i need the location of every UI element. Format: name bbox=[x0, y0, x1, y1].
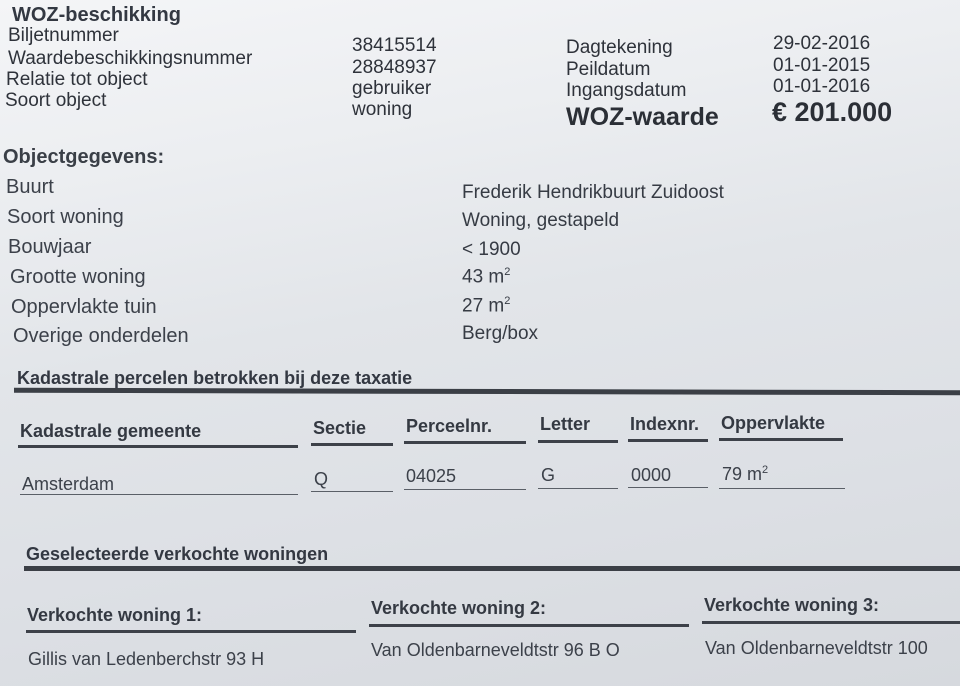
cell-indexnr: 0000 bbox=[631, 465, 672, 485]
object-value-overige: Berg/box bbox=[462, 323, 539, 344]
col-letter: Letter bbox=[540, 414, 591, 434]
kadaster-divider bbox=[14, 388, 960, 395]
object-label-soort-woning: Soort woning bbox=[7, 206, 124, 228]
label-relatie: Relatie tot object bbox=[6, 69, 148, 90]
col-underline-perceelnr bbox=[404, 441, 526, 444]
woz-waarde-label: WOZ-waarde bbox=[566, 103, 719, 131]
object-value-bouwjaar: < 1900 bbox=[462, 239, 521, 260]
col-underline-sectie bbox=[311, 443, 393, 446]
object-label-bouwjaar: Bouwjaar bbox=[8, 236, 92, 258]
value-relatie: gebruiker bbox=[352, 78, 432, 99]
label-dagtekening: Dagtekening bbox=[566, 37, 673, 58]
col-kadastrale-gemeente: Kadastrale gemeente bbox=[20, 421, 202, 441]
sold-heading: Geselecteerde verkochte woningen bbox=[26, 544, 329, 564]
value-waardebeschikkingsnummer: 28848937 bbox=[352, 57, 437, 78]
label-waardebeschikkingsnummer: Waardebeschikkingsnummer bbox=[8, 48, 253, 69]
cell-underline-sectie bbox=[311, 491, 393, 492]
label-ingangsdatum: Ingangsdatum bbox=[566, 80, 687, 101]
sold-underline-3 bbox=[702, 621, 960, 624]
kadaster-heading: Kadastrale percelen betrokken bij deze taxatie bbox=[17, 368, 413, 388]
col-perceelnr: Perceelnr. bbox=[406, 416, 493, 436]
woz-waarde-value: € 201.000 bbox=[772, 97, 893, 127]
cell-underline-perceelnr bbox=[404, 489, 526, 490]
col-underline-gemeente bbox=[18, 445, 298, 448]
col-indexnr: Indexnr. bbox=[630, 414, 700, 434]
object-label-grootte: Grootte woning bbox=[10, 266, 146, 288]
object-label-tuin: Oppervlakte tuin bbox=[11, 296, 157, 318]
sold-underline-2 bbox=[369, 624, 689, 627]
label-biljetnummer: Biljetnummer bbox=[8, 25, 119, 46]
object-value-soort-woning: Woning, gestapeld bbox=[462, 210, 620, 231]
value-peildatum: 01-01-2015 bbox=[773, 55, 871, 76]
cell-sectie: Q bbox=[314, 469, 329, 489]
cell-underline-letter bbox=[538, 488, 618, 489]
cell-underline-oppervlakte bbox=[719, 488, 845, 489]
col-oppervlakte: Oppervlakte bbox=[721, 413, 826, 433]
sold-address-3: Van Oldenbarneveldtstr 100 bbox=[705, 638, 928, 658]
sold-divider bbox=[24, 566, 960, 571]
cell-underline-indexnr bbox=[628, 487, 708, 488]
col-underline-indexnr bbox=[628, 439, 708, 442]
object-value-tuin: 27 $m^2$ bbox=[462, 295, 511, 317]
sold-title-3: Verkochte woning 3: bbox=[704, 595, 880, 615]
cell-perceelnr: 04025 bbox=[406, 466, 457, 486]
object-value-buurt: Frederik Hendrikbuurt Zuidoost bbox=[462, 182, 724, 203]
value-biljetnummer: 38415514 bbox=[352, 35, 437, 56]
sold-underline-1 bbox=[26, 630, 356, 633]
col-underline-letter bbox=[538, 440, 618, 443]
value-dagtekening: 29-02-2016 bbox=[773, 33, 871, 54]
value-soort-object: woning bbox=[352, 99, 413, 120]
sold-title-1: Verkochte woning 1: bbox=[27, 605, 203, 625]
sold-address-1: Gillis van Ledenberchstr 93 H bbox=[28, 649, 265, 669]
cell-oppervlakte: 79 $m^2$ bbox=[722, 464, 769, 484]
label-soort-object: Soort object bbox=[5, 90, 107, 111]
document-title: WOZ-beschikking bbox=[12, 4, 181, 26]
col-underline-oppervlakte bbox=[719, 438, 843, 441]
object-label-buurt: Buurt bbox=[6, 176, 54, 198]
sold-address-2: Van Oldenbarneveldtstr 96 B O bbox=[371, 640, 620, 660]
col-sectie: Sectie bbox=[313, 418, 367, 438]
cell-letter: G bbox=[541, 465, 556, 485]
label-peildatum: Peildatum bbox=[566, 59, 651, 80]
cell-gemeente: Amsterdam bbox=[22, 474, 115, 494]
object-label-overige: Overige onderdelen bbox=[13, 325, 189, 347]
objectgegevens-heading: Objectgegevens: bbox=[3, 146, 165, 168]
value-ingangsdatum: 01-01-2016 bbox=[773, 76, 871, 97]
sold-title-2: Verkochte woning 2: bbox=[371, 598, 547, 618]
object-value-grootte: 43 $m^2$ bbox=[462, 266, 511, 288]
cell-underline-gemeente bbox=[20, 494, 298, 495]
